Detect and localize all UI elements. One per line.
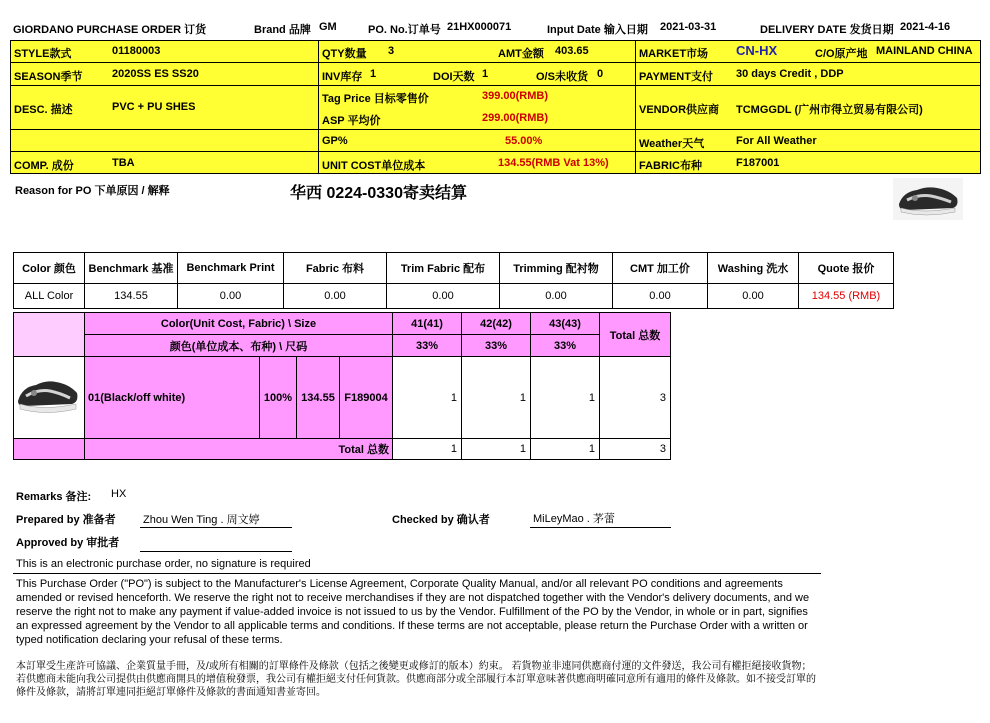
tag-price-label: Tag Price 目标零售价: [322, 93, 429, 105]
delivery-date-label: DELIVERY DATE 发货日期: [760, 24, 894, 36]
total-header: Total 总数: [600, 313, 671, 357]
reason-value: 华西 0224-0330寄卖结算: [290, 185, 467, 202]
size-41: 41(41): [393, 313, 462, 335]
footer-qty-42: 1: [462, 439, 531, 460]
asp-label: ASP 平均价: [322, 115, 381, 127]
co-label: C/O原产地: [815, 48, 868, 60]
bench-value-trimming: 0.00: [500, 284, 613, 309]
row-percent: 100%: [260, 357, 297, 439]
remarks-value: HX: [111, 488, 127, 500]
ratio-43: 33%: [531, 335, 600, 357]
inv-value: 1: [370, 68, 377, 80]
prepared-line: [140, 527, 292, 528]
doi-label: DOI天数: [433, 71, 475, 83]
row-image-cell: [14, 357, 85, 439]
desc-value: PVC + PU SHES: [112, 101, 196, 113]
comp-value: TBA: [112, 157, 135, 169]
input-date-label: Input Date 输入日期: [547, 24, 648, 36]
size-42: 42(42): [462, 313, 531, 335]
footer-total: 3: [600, 439, 671, 460]
terms-english: This Purchase Order ("PO") is subject to the Manufacturer's License Agreement, Corporate Quality Manual, and/or all relevant PO conditions and agreements amended or revised henceforth. We reserve the right not to receive merchandises if they are not dispatched together with the Vendor's delivery documents, and we reserve the right not to make any payment if value-added invoice is not issued to us by the Vendor. Fulfillment of the PO by the Vendor, in whole or in part, signifies an expressed agreement by the Vendor to all applicable terms and conditions. If these terms are not acceptable, please return the Purchase Order with a written or typed notification declaring your refusal of these terms.: [16, 578, 810, 646]
product-image: [893, 178, 963, 220]
asp-value: 299.00(RMB): [482, 112, 549, 124]
payment-value: 30 days Credit , DDP: [736, 68, 844, 80]
prepared-label: Prepared by 准备者: [16, 514, 116, 526]
checked-line: [530, 527, 671, 528]
desc-label: DESC. 描述: [14, 104, 73, 116]
bench-header-fabric: Fabric 布料: [284, 253, 387, 284]
footer-qty-41: 1: [393, 439, 462, 460]
fabric-value: F187001: [736, 157, 780, 169]
terms-chinese: 本訂單受生產許可協議、企業質量手冊，及/或所有相關的訂單條件及條款（包括之後變更或修訂的版本）約束。 若貨物並非連同供應商付運的文件發送，我公司有權拒絕接收貨物；若供應商未能向我公司提供由供應商開具的增值稅發票，我公司有權拒絕支付任何貨款。供應商部分或全部履行本訂單意味著供應商明確同意所有適用的條件及條款。如不接受訂單的條件及條款，請將訂單連同拒絕訂單條件及條款的書面通知書並寄回。: [16, 661, 816, 698]
tag-price-value: 399.00(RMB): [482, 90, 549, 102]
weather-label: Weather天气: [639, 138, 705, 150]
benchmark-table: [13, 252, 894, 309]
amt-value: 403.65: [555, 45, 589, 57]
ratio-41: 33%: [393, 335, 462, 357]
unit-cost-value: 134.55(RMB Vat 13%): [498, 157, 609, 169]
bench-value-benchmark: 134.55: [85, 284, 178, 309]
bench-header-cmt: CMT 加工价: [613, 253, 708, 284]
payment-label: PAYMENT支付: [639, 71, 713, 83]
ratio-42: 33%: [462, 335, 531, 357]
brand-label: Brand 品牌: [254, 24, 311, 36]
qty-label: QTY数量: [322, 48, 367, 60]
size-43: 43(43): [531, 313, 600, 335]
fabric-label: FABRIC布种: [639, 160, 702, 172]
checked-value: MiLeyMao . 茅蕾: [533, 513, 615, 525]
style-label: STYLE款式: [14, 48, 72, 60]
po-title: GIORDANO PURCHASE ORDER 订货: [13, 24, 207, 36]
weather-value: For All Weather: [736, 135, 817, 147]
comp-label: COMP. 成份: [14, 160, 74, 172]
prepared-value: Zhou Wen Ting . 周文婷: [143, 514, 260, 526]
bench-value-quote: 134.55 (RMB): [799, 284, 894, 309]
bench-header-benchmark: Benchmark 基准: [85, 253, 178, 284]
electronic-note: This is an electronic purchase order, no signature is required: [16, 558, 311, 570]
reason-label: Reason for PO 下单原因 / 解释: [15, 185, 170, 197]
footer-total-label: Total 总数: [85, 439, 393, 460]
co-value: MAINLAND CHINA: [876, 45, 973, 57]
po-number-label: PO. No.订单号: [368, 24, 441, 36]
bench-value-color: ALL Color: [14, 284, 85, 309]
terms-divider: [13, 573, 821, 574]
size-header-en: Color(Unit Cost, Fabric) \ Size: [85, 313, 393, 335]
style-value: 01180003: [112, 45, 161, 57]
bench-header-color: Color 颜色: [14, 253, 85, 284]
bench-value-fabric: 0.00: [284, 284, 387, 309]
size-header-cn: 颜色(单位成本、布种) \ 尺码: [85, 335, 393, 357]
delivery-date-value: 2021-4-16: [900, 21, 951, 33]
brand-value: GM: [319, 21, 337, 33]
size-table: [13, 312, 671, 460]
bench-header-benchmark-print: Benchmark Print: [178, 253, 284, 284]
approved-label: Approved by 审批者: [16, 537, 120, 549]
doi-value: 1: [482, 68, 489, 80]
bench-value-washing: 0.00: [708, 284, 799, 309]
row-qty-43: 1: [531, 357, 600, 439]
bench-header-trim-fabric: Trim Fabric 配布: [387, 253, 500, 284]
market-label: MARKET市场: [639, 48, 709, 60]
bench-header-washing: Washing 洗水: [708, 253, 799, 284]
row-fabric: F189004: [340, 357, 393, 439]
bench-value-cmt: 0.00: [613, 284, 708, 309]
gp-label: GP%: [322, 135, 348, 147]
vendor-label: VENDOR供应商: [639, 104, 720, 116]
row-total: 3: [600, 357, 671, 439]
row-qty-42: 1: [462, 357, 531, 439]
season-label: SEASON季节: [14, 71, 83, 83]
os-value: 0: [597, 68, 604, 80]
approved-line: [140, 551, 292, 552]
season-value: 2020SS ES SS20: [112, 68, 199, 80]
bench-header-trimming: Trimming 配衬物: [500, 253, 613, 284]
vendor-value: TCMGGDL (广州市得立贸易有限公司): [736, 104, 923, 116]
os-label: O/S未收货: [536, 71, 588, 83]
row-cost: 134.55: [297, 357, 340, 439]
bench-header-quote: Quote 报价: [799, 253, 894, 284]
gp-value: 55.00%: [505, 135, 543, 147]
input-date-value: 2021-03-31: [660, 21, 717, 33]
row-color: 01(Black/off white): [85, 357, 260, 439]
footer-qty-43: 1: [531, 439, 600, 460]
checked-label: Checked by 确认者: [392, 514, 490, 526]
qty-value: 3: [388, 45, 395, 57]
unit-cost-label: UNIT COST单位成本: [322, 160, 426, 172]
product-row-image: [14, 371, 82, 421]
bench-value-benchmark-print: 0.00: [178, 284, 284, 309]
inv-label: INV库存: [322, 71, 363, 83]
po-number-value: 21HX000071: [447, 21, 512, 33]
amt-label: AMT金额: [498, 48, 544, 60]
bench-value-trim-fabric: 0.00: [387, 284, 500, 309]
remarks-label: Remarks 备注:: [16, 491, 92, 503]
table-row: [14, 357, 671, 439]
row-qty-41: 1: [393, 357, 462, 439]
market-value: CN-HX: [736, 43, 778, 58]
